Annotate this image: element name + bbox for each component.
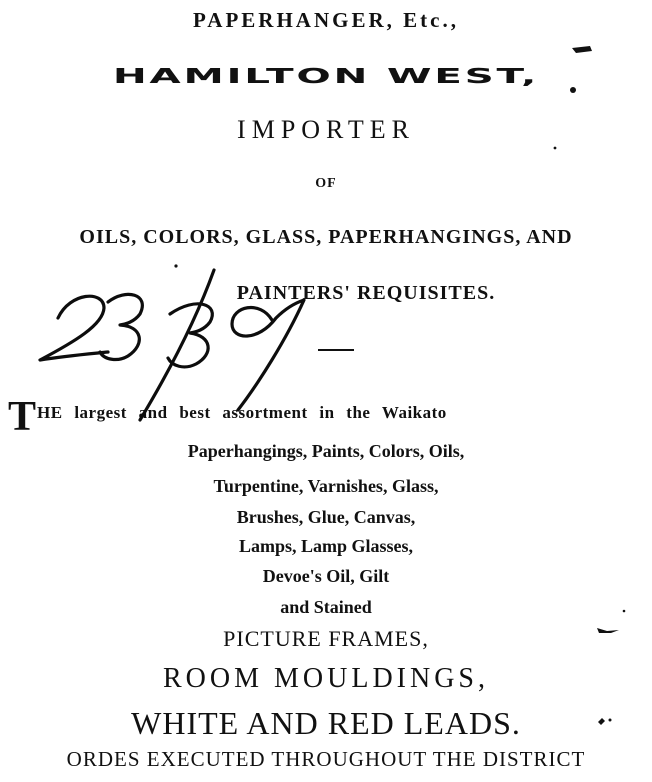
item-line: Devoe's Oil, Gilt — [262, 566, 390, 586]
leads-heading: WHITE AND RED LEADS. — [131, 705, 521, 741]
item-line: Lamps, Lamp Glasses, — [238, 536, 414, 556]
item-line: Paperhangings, Paints, Colors, Oils, — [187, 441, 465, 461]
ink-stroke — [232, 300, 304, 410]
goods-line: OILS, COLORS, GLASS, PAPERHANGINGS, AND — [79, 226, 573, 248]
requisites-line: PAINTERS' REQUISITES. — [236, 282, 496, 304]
item-line: and Stained — [280, 597, 372, 617]
of-label: OF — [315, 176, 337, 191]
ink-stroke — [40, 296, 108, 360]
business-name: HAMILTON WEST, — [112, 64, 540, 89]
importer-heading: IMPORTER — [237, 115, 415, 144]
drop-cap: T — [8, 394, 37, 440]
trade-heading: PAPERHANGER, Etc., — [193, 8, 459, 32]
speck — [572, 46, 592, 53]
speck — [174, 264, 177, 267]
intro-text: HE largest and best assortment in the Waikato — [37, 403, 447, 422]
item-line: Brushes, Glue, Canvas, — [236, 507, 416, 527]
speck — [570, 87, 576, 93]
orders-line: ORDES EXECUTED THROUGHOUT THE DISTRICT — [66, 747, 586, 771]
item-line: Turpentine, Varnishes, Glass, — [213, 476, 439, 496]
picture-frames-heading: PICTURE FRAMES, — [223, 626, 429, 651]
ink-stroke — [168, 304, 212, 367]
room-mouldings-heading: ROOM MOULDINGS, — [162, 663, 489, 694]
ink-stroke — [100, 294, 142, 359]
intro-line — [8, 396, 638, 438]
short-rule — [318, 349, 354, 351]
speck — [554, 147, 557, 150]
